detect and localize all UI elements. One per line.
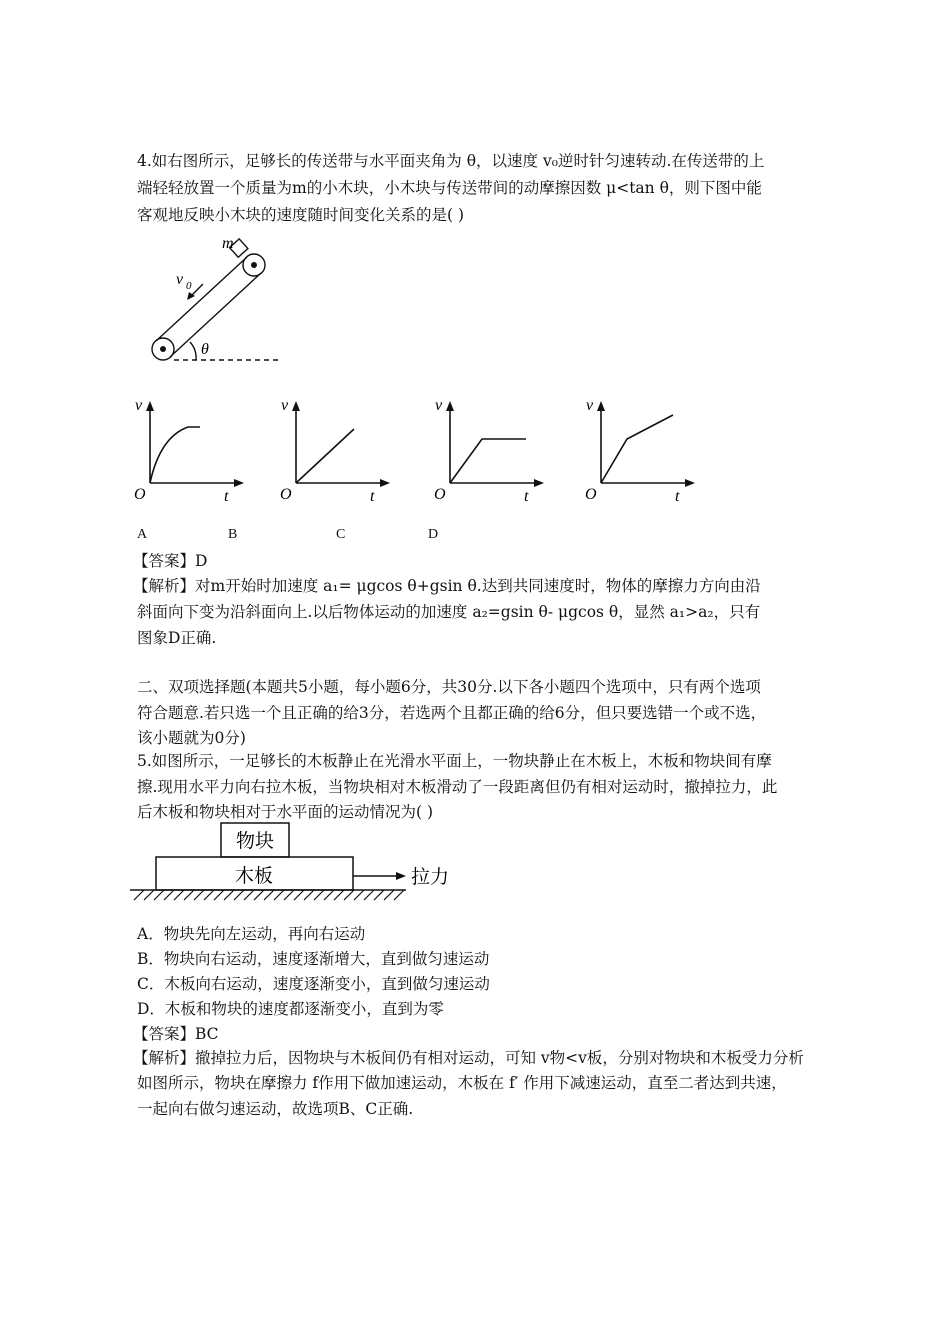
section2-line-2: 符合题意.若只选一个且正确的给3分，若选两个且都正确的给6分，但只要选错一个或不选， (137, 704, 767, 722)
q4-analysis-line-2: 斜面向下变为沿斜面向上.以后物体运动的加速度 a₂=gsin θ- μgcos θ，显然 a₁>a₂，只有 (137, 603, 761, 621)
q5-line-1: 5.如图所示，一足够长的木板静止在光滑水平面上，一物块静止在木板上，木板和物块间有摩 (137, 752, 772, 770)
graph-d (583, 395, 701, 505)
section2-line-3: 该小题就为0分) (137, 729, 246, 747)
q4-line-2: 端轻轻放置一个质量为m的小木块，小木块与传送带间的动摩擦因数 μ<tan θ，则下图中能 (137, 179, 762, 197)
q4-answer: 【答案】D (133, 552, 208, 570)
q4-analysis-line-1: 【解析】对m开始时加速度 a₁= μgcos θ+gsin θ.达到共同速度时，物体的摩擦力方向由沿 (133, 577, 761, 595)
angle-label: θ (201, 341, 209, 358)
option-letter-a: A (137, 527, 148, 542)
graph-d-t-label: t (675, 488, 680, 505)
graph-a-v-label: v (135, 397, 143, 414)
block-board-figure (130, 820, 470, 902)
velocity-subscript: 0 (186, 280, 192, 292)
q5-analysis-line-1: 【解析】撤掉拉力后，因物块与木板间仍有相对运动，可知 v物<v板，分别对物块和木板受力分析 (133, 1049, 804, 1067)
option-letter-c: C (336, 527, 346, 542)
graph-d-origin-label: O (585, 486, 597, 503)
ground-hatch (134, 890, 404, 900)
graph-a (132, 395, 250, 505)
q5-answer: 【答案】BC (133, 1025, 219, 1043)
graph-c-origin-label: O (434, 486, 446, 503)
graph-c (432, 395, 550, 505)
graph-b-t-label: t (370, 488, 375, 505)
graph-b (278, 395, 396, 505)
q4-line-1: 4.如右图所示，足够长的传送带与水平面夹角为 θ，以速度 v₀逆时针匀速转动.在传送带的上 (137, 152, 765, 170)
q4-analysis-line-3: 图象D正确. (137, 629, 217, 647)
graph-a-origin-label: O (134, 486, 146, 503)
option-letter-d: D (428, 527, 439, 542)
block-label: 物块 (235, 830, 275, 852)
q5-option-b: B．物块向右运动，速度逐渐增大，直到做匀速运动 (137, 950, 490, 968)
section2-line-1: 二、双项选择题(本题共5小题，每小题6分，共30分.以下各小题四个选项中，只有两个选项 (137, 678, 761, 696)
graph-c-t-label: t (524, 488, 529, 505)
q4-line-3: 客观地反映小木块的速度随时间变化关系的是( ) (137, 206, 465, 224)
q5-analysis-line-2: 如图所示，物块在摩擦力 f作用下做加速运动，木板在 f′ 作用下减速运动，直至二者达到共速， (137, 1074, 787, 1092)
q5-line-3: 后木板和物块相对于水平面的运动情况为( ) (137, 803, 434, 821)
graph-d-v-label: v (586, 397, 594, 414)
graph-b-origin-label: O (280, 486, 292, 503)
mass-label: m (222, 235, 234, 252)
velocity-label: v (176, 271, 184, 288)
option-letter-b: B (228, 527, 238, 542)
board-label: 木板 (234, 865, 274, 887)
graph-c-v-label: v (435, 397, 443, 414)
q5-option-a: A．物块先向左运动，再向右运动 (137, 925, 366, 943)
graph-a-t-label: t (224, 488, 229, 505)
conveyor-belt-figure (140, 228, 285, 368)
graph-b-v-label: v (281, 397, 289, 414)
q5-analysis-line-3: 一起向右做匀速运动，故选项B、C正确. (137, 1100, 414, 1118)
q5-option-d: D．木板和物块的速度都逐渐变小，直到为零 (137, 1000, 444, 1018)
q5-option-c: C．木板向右运动，速度逐渐变小，直到做匀速运动 (137, 975, 490, 993)
force-label: 拉力 (411, 866, 450, 888)
q5-line-2: 擦.现用水平力向右拉木板，当物块相对木板滑动了一段距离但仍有相对运动时，撤掉拉力，此 (137, 778, 778, 796)
